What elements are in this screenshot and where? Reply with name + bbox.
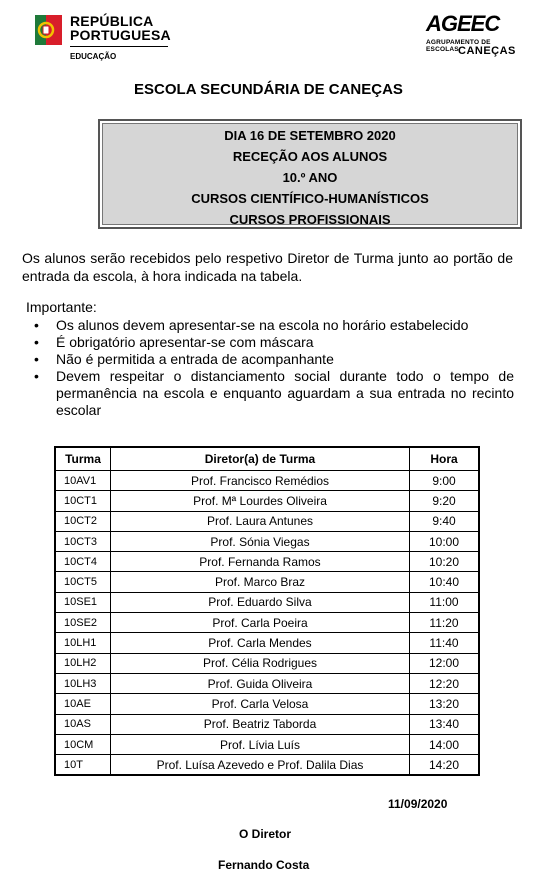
table-row: [55, 613, 479, 633]
table-header-row: [55, 447, 479, 471]
diretor-cell: Prof. Laura Antunes: [111, 511, 410, 531]
turma-cell: 10LH2: [55, 653, 111, 673]
gov-logo-sub: EDUCAÇÃO: [70, 52, 117, 61]
diretor-cell: Prof. Marco Braz: [111, 572, 410, 592]
table-row: [55, 491, 479, 511]
table-row: [55, 755, 479, 776]
diretor-cell: Prof. Lívia Luís: [111, 734, 410, 754]
table-row: [55, 653, 479, 673]
banner-year: 10.º ANO: [282, 170, 338, 185]
hora-cell: 11:00: [410, 592, 480, 612]
hora-cell: 11:40: [410, 633, 480, 653]
intro-paragraph: Os alunos serão recebidos pelo respetivo Diretor de Turma junto ao portão de entrada da escola, à hora indicada na tabela.: [22, 250, 513, 284]
table-row: [55, 694, 479, 714]
table-row: [55, 592, 479, 612]
banner-course-2: CURSOS PROFISSIONAIS: [229, 212, 391, 227]
diretor-cell: Prof. Beatriz Taborda: [111, 714, 410, 734]
portugal-emblem-icon: [34, 13, 64, 49]
notes-list: [34, 317, 514, 419]
diretor-cell: Prof. Sónia Viegas: [111, 531, 410, 551]
diretor-cell: Prof. Eduardo Silva: [111, 592, 410, 612]
schedule-table: [54, 446, 480, 776]
banner-course-1: CURSOS CIENTÍFICO-HUMANÍSTICOS: [191, 191, 429, 206]
turma-cell: 10CT5: [55, 572, 111, 592]
school-logo-town: CANEÇAS: [458, 45, 516, 57]
banner-event: RECEÇÃO AOS ALUNOS: [232, 149, 388, 164]
diretor-cell: Prof. Carla Mendes: [111, 633, 410, 653]
turma-cell: 10AV1: [55, 471, 111, 491]
table-row: [55, 511, 479, 531]
diretor-cell: Prof. Carla Poeira: [111, 613, 410, 633]
hora-cell: 12:20: [410, 673, 480, 693]
turma-cell: 10SE2: [55, 613, 111, 633]
turma-cell: 10CT4: [55, 552, 111, 572]
table-row: [55, 673, 479, 693]
turma-cell: 10LH3: [55, 673, 111, 693]
director-title: O Diretor: [239, 827, 292, 841]
note-text: Não é permitida a entrada de acompanhante: [56, 351, 334, 367]
table-row: [55, 714, 479, 734]
hora-cell: 13:20: [410, 694, 480, 714]
important-label: Importante:: [26, 299, 97, 315]
note-text: É obrigatório apresentar-se com máscara: [56, 334, 314, 350]
diretor-cell: Prof. Carla Velosa: [111, 694, 410, 714]
table-row: [55, 471, 479, 491]
hora-cell: 9:00: [410, 471, 480, 491]
turma-cell: 10LH1: [55, 633, 111, 653]
table-row: [55, 552, 479, 572]
hora-cell: 11:20: [410, 613, 480, 633]
turma-cell: 10T: [55, 755, 111, 776]
table-row: [55, 531, 479, 551]
diretor-cell: Prof. Mª Lourdes Oliveira: [111, 491, 410, 511]
table-row: [55, 734, 479, 754]
hora-cell: 14:20: [410, 755, 480, 776]
bullet-icon: •: [34, 351, 39, 367]
director-name: Fernando Costa: [218, 858, 310, 872]
gov-logo-line2: PORTUGUESA: [70, 27, 171, 43]
bullet-icon: •: [34, 368, 39, 384]
turma-cell: 10AS: [55, 714, 111, 734]
header-hora: Hora: [410, 447, 480, 471]
hora-cell: 9:40: [410, 511, 480, 531]
banner-date: DIA 16 DE SETEMBRO 2020: [224, 128, 396, 143]
diretor-cell: Prof. Luísa Azevedo e Prof. Dalila Dias: [111, 755, 410, 776]
gov-logo-line1: REPÚBLICA: [70, 13, 154, 29]
list-item: [34, 351, 514, 368]
hora-cell: 10:40: [410, 572, 480, 592]
diretor-cell: Prof. Guida Oliveira: [111, 673, 410, 693]
note-text: Devem respeitar o distanciamento social durante todo o tempo de permanência na escola e enquanto aguardam a sua entrada no recinto escolar: [56, 368, 514, 418]
republica-portuguesa-logo: [34, 12, 184, 64]
table-row: [55, 633, 479, 653]
turma-cell: 10CM: [55, 734, 111, 754]
table-row: [55, 572, 479, 592]
diretor-cell: Prof. Célia Rodrigues: [111, 653, 410, 673]
hora-cell: 13:40: [410, 714, 480, 734]
event-banner: [98, 119, 522, 229]
diretor-cell: Prof. Fernanda Ramos: [111, 552, 410, 572]
hora-cell: 10:20: [410, 552, 480, 572]
list-item: [34, 317, 514, 334]
event-banner-content: [102, 123, 518, 225]
school-title: ESCOLA SECUNDÁRIA DE CANEÇAS: [134, 81, 403, 98]
hora-cell: 9:20: [410, 491, 480, 511]
note-text: Os alunos devem apresentar-se na escola no horário estabelecido: [56, 317, 469, 333]
turma-cell: 10CT2: [55, 511, 111, 531]
school-logo-mark: AGEEC: [426, 11, 500, 36]
hora-cell: 12:00: [410, 653, 480, 673]
turma-cell: 10AE: [55, 694, 111, 714]
bullet-icon: •: [34, 317, 39, 333]
school-logo-subtitle: AGRUPAMENTO DE ESCOLAS: [426, 39, 491, 53]
header-diretor: Diretor(a) de Turma: [111, 447, 410, 471]
list-item: [34, 368, 514, 419]
header-turma: Turma: [55, 447, 111, 471]
document-date: 11/09/2020: [388, 797, 448, 811]
diretor-cell: Prof. Francisco Remédios: [111, 471, 410, 491]
school-group-logo: [424, 12, 524, 58]
turma-cell: 10CT3: [55, 531, 111, 551]
hora-cell: 10:00: [410, 531, 480, 551]
gov-logo-divider: [70, 46, 168, 47]
bullet-icon: •: [34, 334, 39, 350]
list-item: [34, 334, 514, 351]
schedule-body: [55, 471, 479, 776]
hora-cell: 14:00: [410, 734, 480, 754]
turma-cell: 10CT1: [55, 491, 111, 511]
turma-cell: 10SE1: [55, 592, 111, 612]
